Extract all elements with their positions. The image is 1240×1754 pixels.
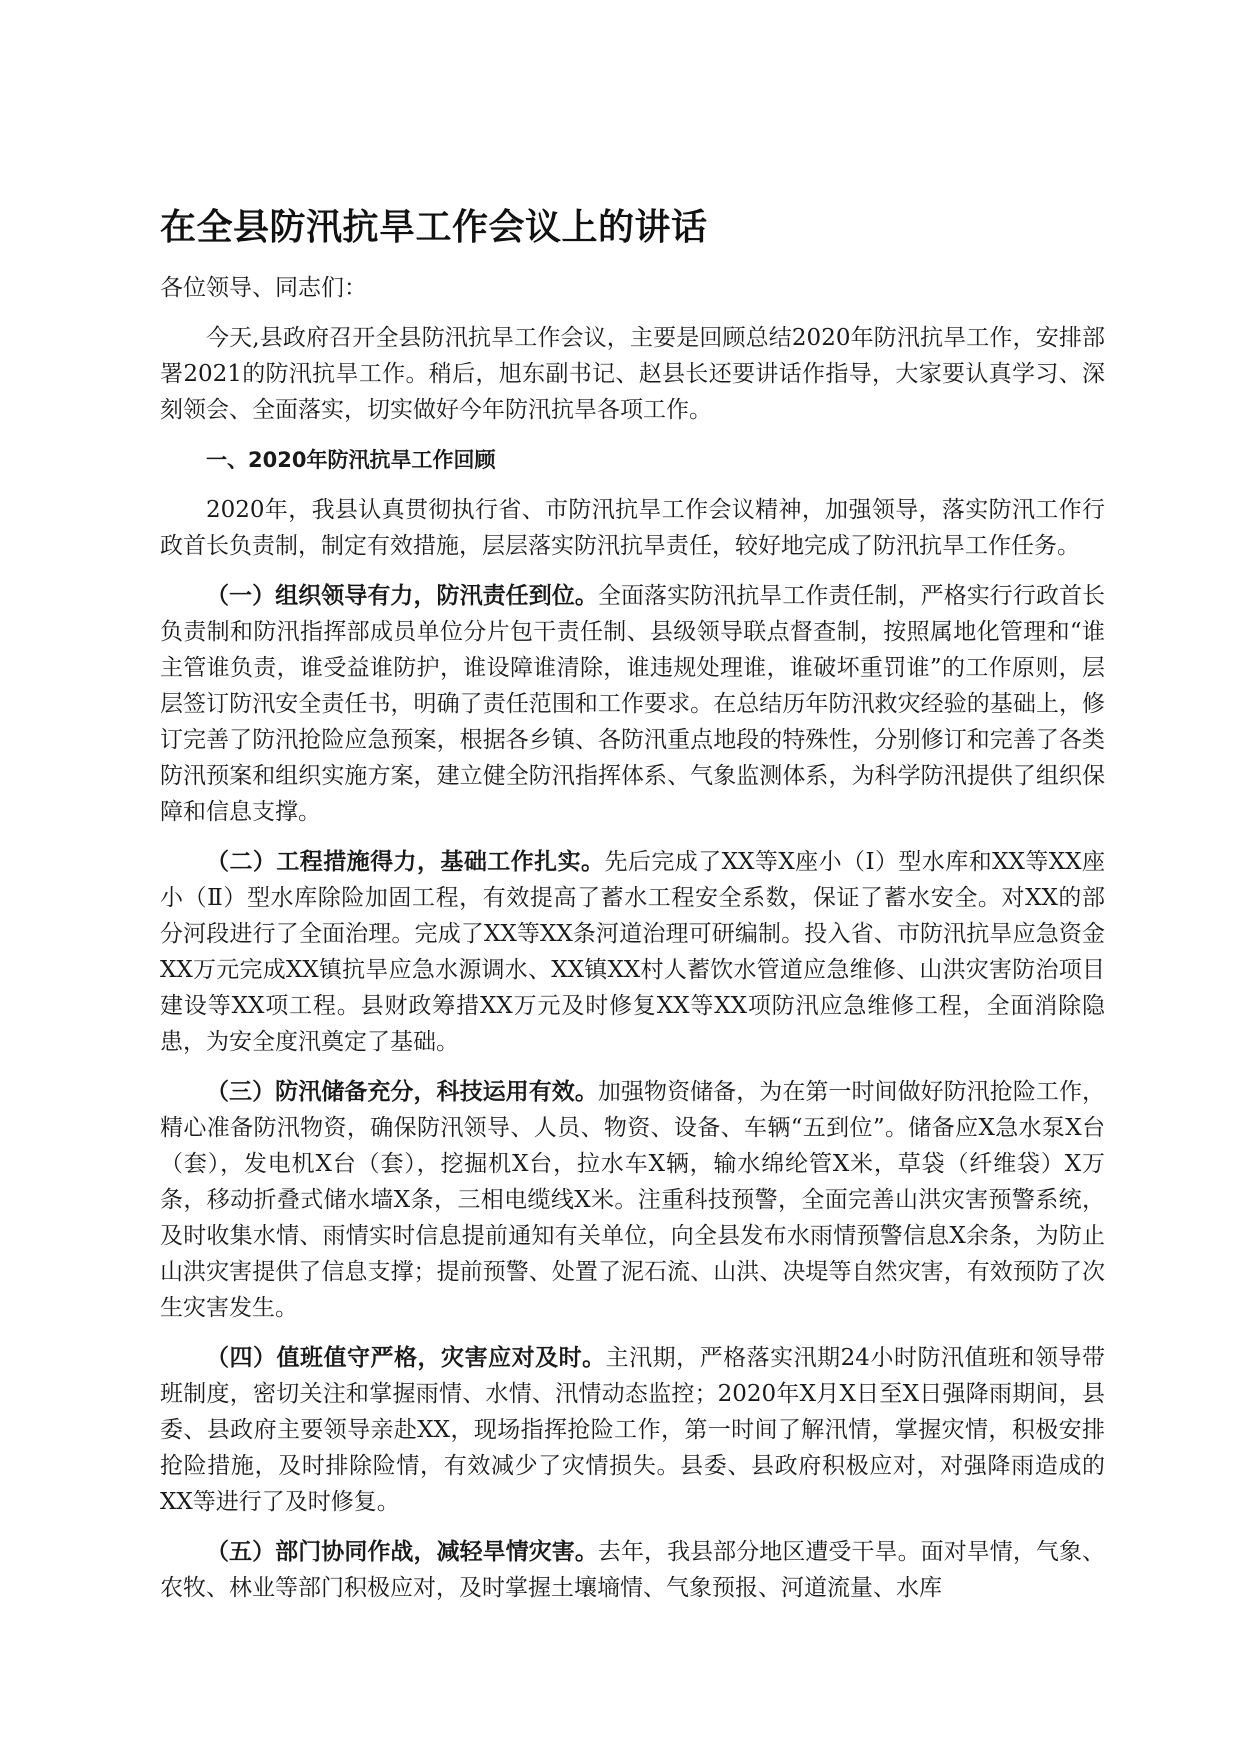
item-paragraph-3	[160, 1074, 1105, 1326]
item-lead-5: （五）部门协同作战，减轻旱情灾害。	[206, 1539, 598, 1565]
item-text-3: 加强物资储备，为在第一时间做好防汛抢险工作，精心准备防汛物资，确保防汛领导、人员、物资、设备、车辆“五到位”。储备应X急水泵X台（套），发电机X台（套），挖掘机X台，拉水车X辆，输水绵纶管X米，草袋（纤维袋）X万条，移动折叠式储水墙X条，三相电缆线X米。注重科技预警，全面完善山洪灾害预警系统，及时收集水情、雨情实时信息提前通知有关单位，向全县发布水雨情预警信息X余条，为防止山洪灾害提供了信息支撑；提前预警、处置了泥石流、山洪、决堤等自然灾害，有效预防了次生灾害发生。	[160, 1079, 1106, 1321]
item-paragraph-5	[160, 1534, 1105, 1606]
item-lead-3: （三）防汛储备充分，科技运用有效。	[206, 1079, 598, 1105]
item-text-4: 主汛期，严格落实汛期24小时防汛值班和领导带班制度，密切关注和掌握雨情、水情、汛情动态监控；2020年X月X日至X日强降雨期间，县委、县政府主要领导亲赴XX，现场指挥抢险工作，第一时间了解汛情，掌握灾情，积极安排抢险措施，及时排除险情，有效减少了灾情损失。县委、县政府积极应对，对强降雨造成的XX等进行了及时修复。	[160, 1345, 1105, 1515]
item-paragraph-4	[160, 1340, 1105, 1520]
intro-paragraph: 今天,县政府召开全县防汛抗旱工作会议，主要是回顾总结2020年防汛抗旱工作，安排部署2021的防汛抗旱工作。稍后，旭东副书记、赵县长还要讲话作指导，大家要认真学习、深刻领会、全面落实，切实做好今年防汛抗旱各项工作。	[160, 325, 1105, 423]
item-text-1: 全面落实防汛抗旱工作责任制，严格实行行政首长负责制和防汛指挥部成员单位分片包干责任制、县级领导联点督查制，按照属地化管理和“谁主管谁负责，谁受益谁防护，谁设障谁清除，谁违规处理谁，谁破坏重罚谁”的工作原则，层层签订防汛安全责任书，明确了责任范围和工作要求。在总结历年防汛救灾经验的基础上，修订完善了防汛抢险应急预案，根据各乡镇、各防汛重点地段的特殊性，分别修订和完善了各类防汛预案和组织实施方案，建立健全防汛指挥体系、气象监测体系，为科学防汛提供了组织保障和信息支撑。	[160, 583, 1106, 825]
item-paragraph-2	[160, 844, 1105, 1060]
item-text-5: 去年，我县部分地区遭受干旱。面对旱情，气象、农牧、林业等部门积极应对，及时掌握土壤墒情、气象预报、河道流量、水库	[160, 1539, 1106, 1601]
item-lead-4: （四）值班值守严格，灾害应对及时。	[206, 1345, 606, 1371]
salutation: 各位领导、同志们：	[160, 275, 367, 301]
section-intro-paragraph: 2020年，我县认真贯彻执行省、市防汛抗旱工作会议精神，加强领导，落实防汛工作行政首长负责制，制定有效措施，层层落实防汛抗旱责任，较好地完成了防汛抗旱工作任务。	[160, 497, 1105, 559]
document-title: 在全县防汛抗旱工作会议上的讲话	[160, 207, 708, 248]
section-heading: 一、2020年防汛抗旱工作回顾	[206, 448, 496, 472]
item-paragraph-1	[160, 578, 1105, 830]
item-lead-1: （一）组织领导有力，防汛责任到位。	[206, 583, 598, 609]
item-text-2: 先后完成了XX等X座小（Ⅰ）型水库和XX等XX座小（Ⅱ）型水库除险加固工程，有效提高了蓄水工程安全系数，保证了蓄水安全。对XX的部分河段进行了全面治理。完成了XX等XX条河道治理可研编制。投入省、市防汛抗旱应急资金XX万元完成XX镇抗旱应急水源调水、XX镇XX村人蓄饮水管道应急维修、山洪灾害防治项目建设等XX项工程。县财政筹措XX万元及时修复XX等XX项防汛应急维修工程，全面消除隐患，为安全度汛奠定了基础。	[160, 849, 1105, 1055]
document-page	[160, 206, 1105, 1620]
item-lead-2: （二）工程措施得力，基础工作扎实。	[206, 849, 605, 875]
